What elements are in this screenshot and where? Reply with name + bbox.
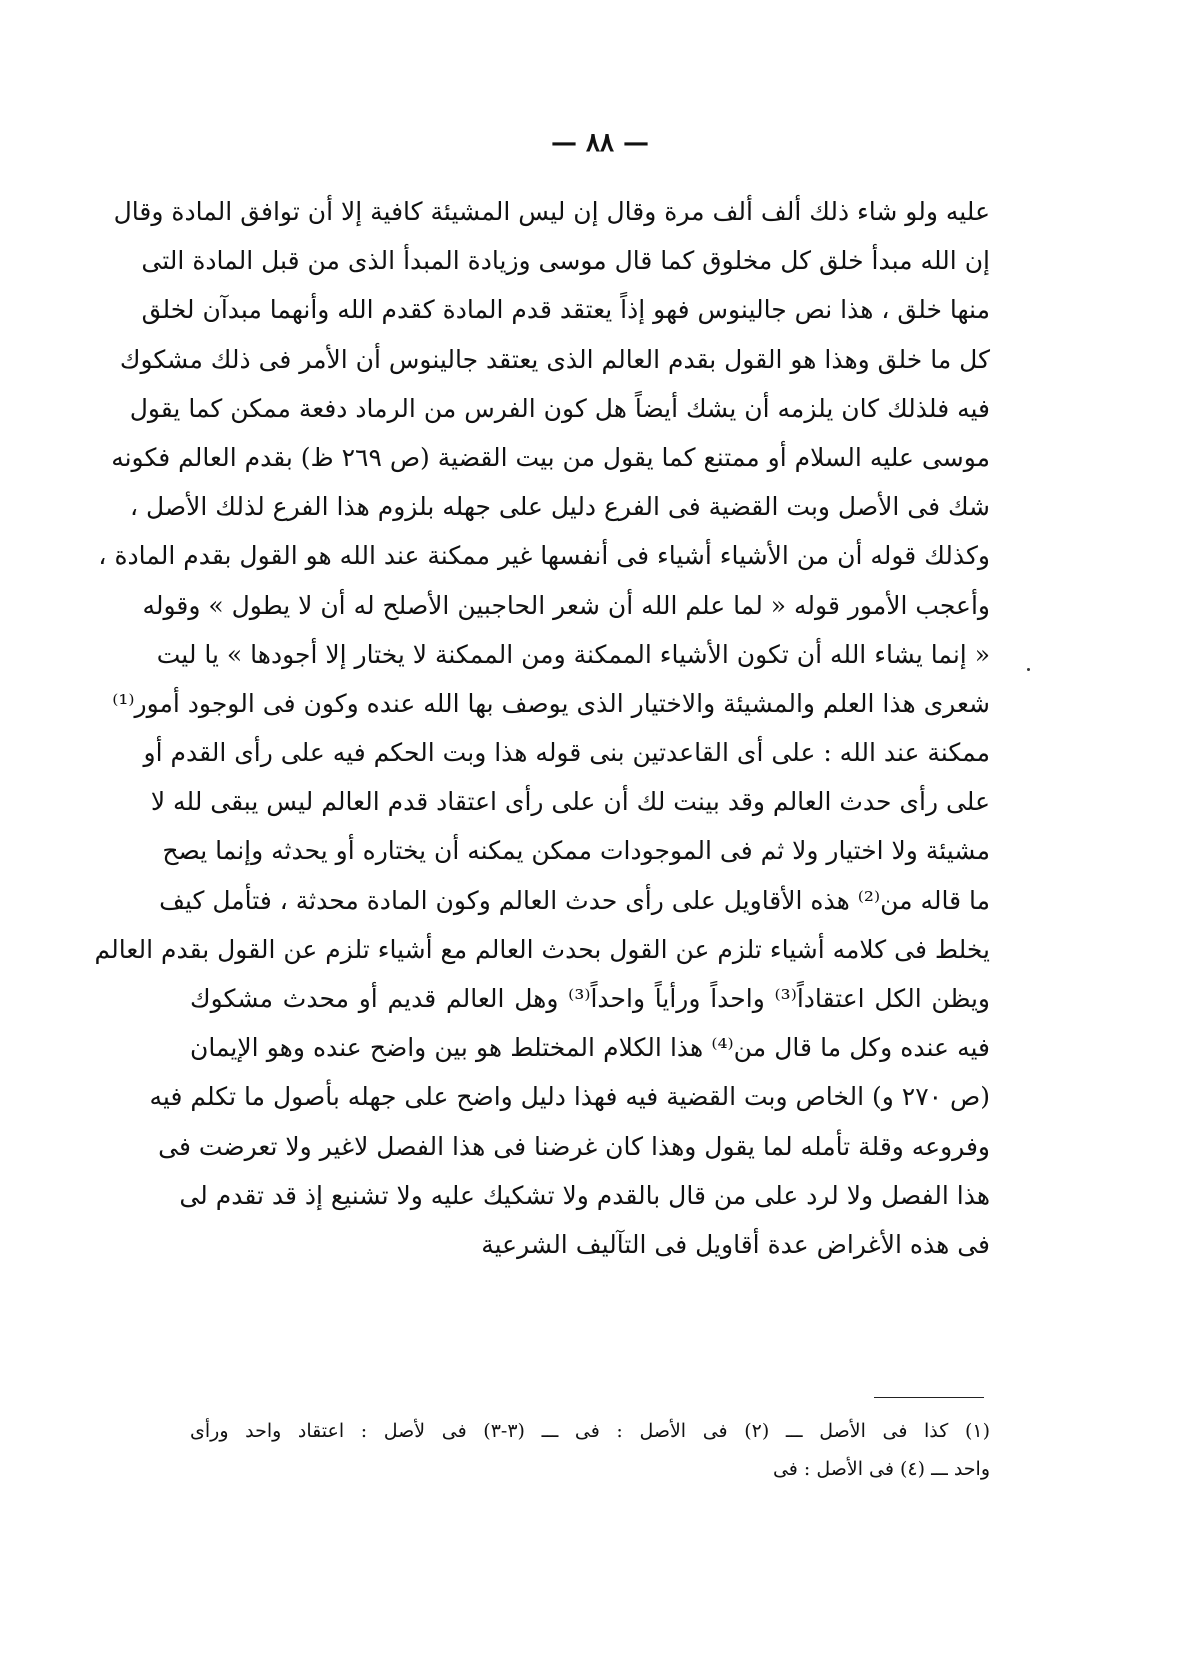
body-line: فيه عنده وكل ما قال من⁽⁴⁾ هذا الكلام المختلط هو بين واضح عنده وهو الإيمان: [190, 1033, 990, 1063]
body-line: وأعجب الأمور قوله « لما علم الله أن شعر الحاجبين الأصلح له أن لا يطول » وقوله: [142, 590, 990, 620]
body-line: على رأى حدث العالم وقد بينت لك أن على رأى اعتقاد قدم العالم ليس يبقى لله لا: [150, 787, 990, 817]
footnotes: [190, 1412, 990, 1488]
body-line: كل ما خلق وهذا هو القول بقدم العالم الذى يعتقد جالينوس أن الأمر فى ذلك مشكوك: [119, 344, 990, 374]
footnote-divider: [874, 1397, 984, 1398]
footnote-line: واحد ـــ (٤) فى الأصل : فى: [772, 1458, 990, 1480]
body-line: ممكنة عند الله : على أى القاعدتين بنى قوله هذا وبت الحكم فيه على رأى القدم أو: [143, 738, 990, 768]
page-number: — ٨٨ —: [550, 128, 650, 158]
body-line: (ص ٢٧٠ و) الخاص وبت القضية فيه فهذا دليل واضح على جهله بأصول ما تكلم فيه: [149, 1082, 990, 1112]
body-text: [94, 187, 990, 1269]
body-line: إن الله مبدأ خلق كل مخلوق كما قال موسى وزيادة المبدأ الذى من قبل المادة التى: [141, 246, 990, 276]
body-line: عليه ولو شاء ذلك ألف ألف مرة وقال إن ليس المشيئة كافية إلا أن توافق المادة وقال: [113, 197, 990, 226]
body-line: « إنما يشاء الله أن تكون الأشياء الممكنة ومن الممكنة لا يختار إلا أجودها » يا ليت: [156, 639, 990, 669]
body-line: شعرى هذا العلم والمشيئة والاختيار الذى يوصف بها الله عنده وكون فى الوجود أمور⁽¹⁾: [112, 688, 990, 718]
body-line: يخلط فى كلامه أشياء تلزم عن القول بحدث العالم مع أشياء تلزم عن القول بقدم العالم: [94, 934, 990, 964]
body-line: شك فى الأصل وبت القضية فى الفرع دليل على جهله بلزوم هذا الفرع لذلك الأصل ،: [129, 492, 990, 522]
body-line: مشيئة ولا اختيار ولا ثم فى الموجودات ممكن يمكنه أن يختاره أو يحدثه وإنما يصح: [162, 836, 990, 866]
body-line: هذا الفصل ولا لرد على من قال بالقدم ولا تشكيك عليه ولا تشنيع إذ قد تقدم لى: [179, 1180, 990, 1210]
body-line: منها خلق ، هذا نص جالينوس فهو إذاً يعتقد قدم المادة كقدم الله وأنهما مبدآن لخلق: [141, 295, 990, 325]
footnote-line: (١) كذا فى الأصل ـــ (٢) فى الأصل : فى ـــ (٣-٣) فى لأصل : اعتقاد واحد ورأى: [190, 1420, 991, 1442]
margin-speck: [1027, 668, 1030, 671]
body-line: ويظن الكل اعتقاداً⁽³⁾ واحداً ورأياً واحداً⁽³⁾ وهل العالم قديم أو محدث مشكوك: [190, 984, 990, 1013]
body-line: وفروعه وقلة تأمله لما يقول وهذا كان غرضنا فى هذا الفصل لاغير ولا تعرضت فى: [158, 1131, 990, 1161]
body-line: ما قاله من⁽²⁾ هذه الأقاويل على رأى حدث العالم وكون المادة محدثة ، فتأمل كيف: [159, 885, 990, 915]
body-line: فيه فلذلك كان يلزمه أن يشك أيضاً هل كون الفرس من الرماد دفعة ممكن كما يقول: [129, 393, 990, 423]
body-line: وكذلك قوله أن من الأشياء أشياء فى أنفسها غير ممكنة عند الله هو القول بقدم المادة ،: [98, 541, 990, 571]
body-line: موسى عليه السلام أو ممتنع كما يقول من بيت القضية (ص ٢٦٩ ظ) بقدم العالم فكونه: [111, 442, 990, 472]
body-line: فى هذه الأغراض عدة أقاويل فى التآليف الشرعية: [481, 1229, 990, 1259]
